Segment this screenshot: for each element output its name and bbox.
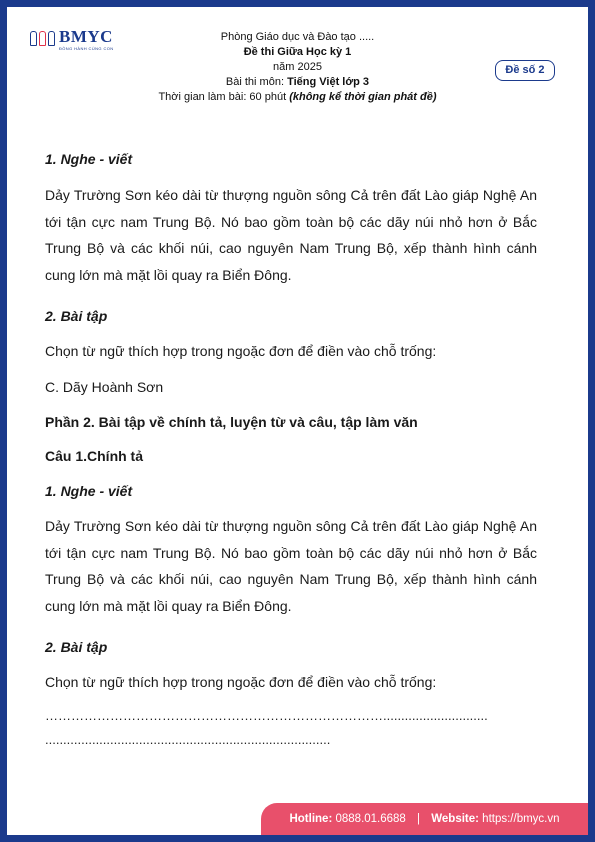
website-link[interactable]: https://bmyc.vn <box>482 813 560 825</box>
section-heading-exercise-2: 2. Bài tập <box>45 639 108 655</box>
contact-footer <box>261 803 588 835</box>
page-border-left <box>0 0 7 842</box>
logo-name: BMYC <box>59 27 113 46</box>
time-label: Thời gian làm bài: 60 phút <box>158 91 290 103</box>
hotline-label: Hotline: <box>289 813 333 825</box>
answer-blank-line-2: ............................................................................... <box>45 732 331 747</box>
dictation-passage: Dảy Trường Sơn kéo dài từ thượng nguồn sông Cả trên đất Lào giáp Nghệ An tới tận cực nam Trung Bộ. Nó bao gồm toàn bộ các dãy núi nhỏ hơn ở Bắc Trung Bộ và các khối núi, cao nguyên Nam Trung Bộ, xếp thành hình cánh cung lớn mà mặt lồi quay ra Biển Đông. <box>45 187 537 283</box>
exercise-instruction: Chọn từ ngữ thích hợp trong ngoặc đơn để điền vào chỗ trống: <box>45 343 437 359</box>
section-heading-dictation: 1. Nghe - viết <box>45 151 133 167</box>
subject-value: Tiếng Việt lớp 3 <box>287 76 370 88</box>
time-note: (không kể thời gian phát đề) <box>289 91 437 103</box>
page-border-bottom <box>0 835 595 842</box>
part-2-heading: Phần 2. Bài tập về chính tả, luyện từ và câu, tập làm văn <box>45 414 418 430</box>
exam-body <box>45 150 537 752</box>
section-heading-exercise: 2. Bài tập <box>45 308 108 324</box>
answer-line: C. Dãy Hoành Sơn <box>45 379 164 395</box>
exam-number-badge: Đề số 2 <box>495 60 555 81</box>
website-label: Website: <box>431 813 479 825</box>
answer-blank-line-1: ……………………………………………………………………............................. <box>45 708 488 723</box>
footer-separator: | <box>417 813 421 825</box>
logo-tagline: ĐỒNG HÀNH CÙNG CON <box>59 46 114 51</box>
dictation-passage-2: Dảy Trường Sơn kéo dài từ thượng nguồn sông Cả trên đất Lào giáp Nghệ An tới tận cực nam Trung Bộ. Nó bao gồm toàn bộ các dãy núi nhỏ hơn ở Bắc Trung Bộ và các khối núi, cao nguyên Nam Trung Bộ, xếp thành hình cánh cung lớn mà mặt lồi quay ra Biển Đông. <box>45 518 537 614</box>
hotline-value: 0888.01.6688 <box>335 813 406 825</box>
exercise-instruction-2: Chọn từ ngữ thích hợp trong ngoặc đơn để điền vào chỗ trống: <box>45 674 437 690</box>
header-department: Phòng Giáo dục và Đào tạo ..... <box>220 31 375 43</box>
page-border-right <box>588 0 595 842</box>
page-border-top <box>0 0 595 7</box>
header-time <box>0 90 595 105</box>
header-exam-title: Đề thi Giữa Học kỳ 1 <box>243 46 352 58</box>
subject-label: Bài thi môn: <box>225 76 288 88</box>
section-heading-dictation-2: 1. Nghe - viết <box>45 483 133 499</box>
header-year: năm 2025 <box>273 61 322 73</box>
question-1-heading: Câu 1.Chính tả <box>45 448 144 464</box>
